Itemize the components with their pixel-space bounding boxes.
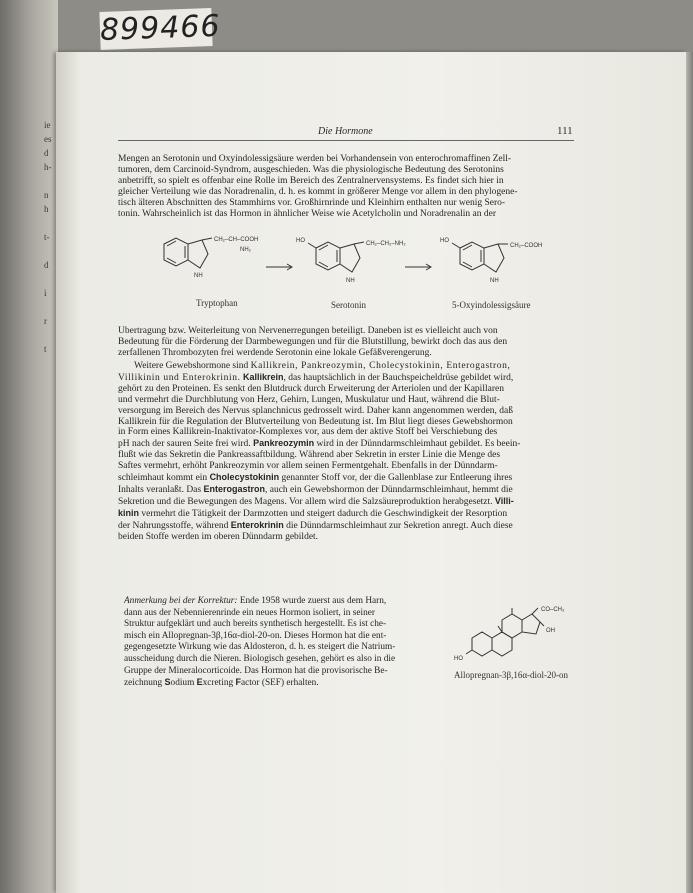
page-edge-right — [686, 52, 693, 893]
svg-text:OH: OH — [546, 628, 555, 634]
svg-text:HO: HO — [296, 238, 305, 244]
paragraph-transmission: Übertragung bzw. Weiterleitung von Nervenerregungen beteiligt. Daneben ist es vielleicht auch von Bedeutung für die Förderung der Darmbewegungen und für die Blutstillung, bewirkt doch das aus den zerfallenen Thrombozyten frei werdende Serotonin eine lokale Gefäßverengerung. — [118, 326, 508, 358]
oxyindoleacetic-acid-structure — [440, 232, 570, 294]
svg-text:HO: HO — [454, 656, 463, 662]
tryptophan-caption: Tryptophan — [196, 298, 238, 308]
reaction-arrow-icon — [404, 262, 434, 272]
oxyindoleacetic-acid-caption: 5-Oxyindolessigsäure — [452, 300, 531, 310]
allopregnandiolone-structure — [454, 596, 584, 666]
tryptophan-structure — [150, 232, 280, 292]
serotonin-caption: Serotonin — [331, 300, 366, 310]
svg-text:CO–CH₃: CO–CH₃ — [541, 607, 565, 613]
page-number: 111 — [557, 125, 573, 137]
svg-text:HO: HO — [440, 238, 449, 244]
running-head-title: Die Hormone — [318, 126, 373, 137]
facing-page-text-fragments: ie es d h- n h t- d i r t — [44, 120, 52, 354]
svg-text:CH₂–CH–COOH: CH₂–CH–COOH — [214, 237, 259, 243]
reaction-arrow-icon — [265, 262, 295, 272]
paragraph-serotonin: Mengen an Serotonin und Oxyindolessigsäure werden bei Vorhandensein von enterochromaffinen Zell- tumoren, dem Carcinoid-Syndrom, ausgeschieden. Was die physiologische Bedeutung des Serotonins anbetrifft, so spielt es offenbar eine Rolle im Bereich des Zentralnervensystems. Es findet sich hier in gleicher Verteilung wie das Noradrenalin, d. h. es kommt in größerer Menge vor allem in den phylogene- tisch älteren Abschnitten des Stammhirns vor. Großhirnrinde und Kleinhirn enthalten nur wenig Sero- tonin. Wahrscheinlich ist das Hormon in ähnlicher Weise wie Acetylcholin und Noradrenalin an der — [118, 154, 518, 219]
steroid-caption: Allopregnan-3β,16α-diol-20-on — [454, 670, 569, 680]
svg-text:CH₂–CH₂–NH₂: CH₂–CH₂–NH₂ — [366, 241, 406, 247]
svg-text:NH: NH — [490, 278, 499, 284]
svg-text:CH₂–COOH: CH₂–COOH — [510, 243, 543, 249]
svg-text:NH₂: NH₂ — [240, 247, 251, 253]
correction-note: Anmerkung bei der Korrektur: Ende 1958 wurde zuerst aus dem Harn, dann aus der Nebennierenrinde ein neues Hormon isoliert, in seiner Struktur aufgeklärt und auch bereits synthetisch hergestellt. Es ist che- misch ein Allopregnan-3β,16α-diol-20-on. Dieses Hormon hat die ent- gegengesetzte Wirkung wie das Aldosteron, d. h. es steigert die Natrium- ausscheidung durch die Nieren. Biologisch gesehen, gehört es also in die Gruppe der Mineralocorticoide. Das Hormon hat die provisorische Be- zeichnung Sodium Excreting Factor (SEF) erhalten. — [124, 596, 396, 689]
svg-text:NH: NH — [194, 273, 203, 279]
handwritten-inventory-number: 899466 — [99, 8, 222, 48]
header-rule — [118, 140, 574, 141]
facing-page-edge — [0, 0, 58, 893]
paragraph-tissue-hormones: Weitere Gewebshormone sind Kallikrein, Pankreozymin, Cholecystokinin, Enterogastron, Villikinin und Enterokrinin. Kallikrein, das hauptsächlich in der Bauchspeicheldrüse gebildet wird, gehört zu den Proteinen. Es senkt den Blutdruck durch Erweiterung der Arteriolen und der Kapillaren und vermehrt die Durchblutung von Herz, Gehirn, Lungen, Muskulatur und Haut, während die Blut- versorgung im Bereich des Nervus splanchnicus gedrosselt wird. Daher kann angenommen werden, daß Kallikrein für die Regulation der Blutverteilung von Bedeutung ist. Im Blut liegt dieses Gewebshormon in Form eines Kallikrein-Inaktivator-Komplexes vor, aus dem der aktive Stoff bei Verschiebung des pH nach der sauren Seite frei wird. Pankreozymin wird in der Dünndarmschleimhaut gebildet. Es beein- flußt wie das Sekretin die Pankreassaftbildung. Während aber Sekretin in erster Linie die Menge des Saftes vermehrt, erhöht Pankreozymin vor allem seinen Fermentgehalt. Ebenfalls in der Dünndarm- schleimhaut kommt ein Cholecystokinin genannter Stoff vor, der die Gallenblase zur Entleerung ihres Inhalts veranlaßt. Das Enterogastron, auch ein Gewebshormon der Dünndarmschleimhaut, hemmt die Sekretion und die Bewegungen des Magens. Vor allem wird die Salzsäureproduktion herabgesetzt. Villi- kinin vermehrt die Tätigkeit der Darmzotten und steigert dadurch die Geschwindigkeit der Resorption der Nahrungsstoffe, während Enterokrinin die Dünndarmschleimhaut zur Sekretion anregt. Auch diese beiden Stoffe werden im oberen Dünndarm gebildet. — [118, 361, 521, 542]
svg-text:NH: NH — [346, 278, 355, 284]
